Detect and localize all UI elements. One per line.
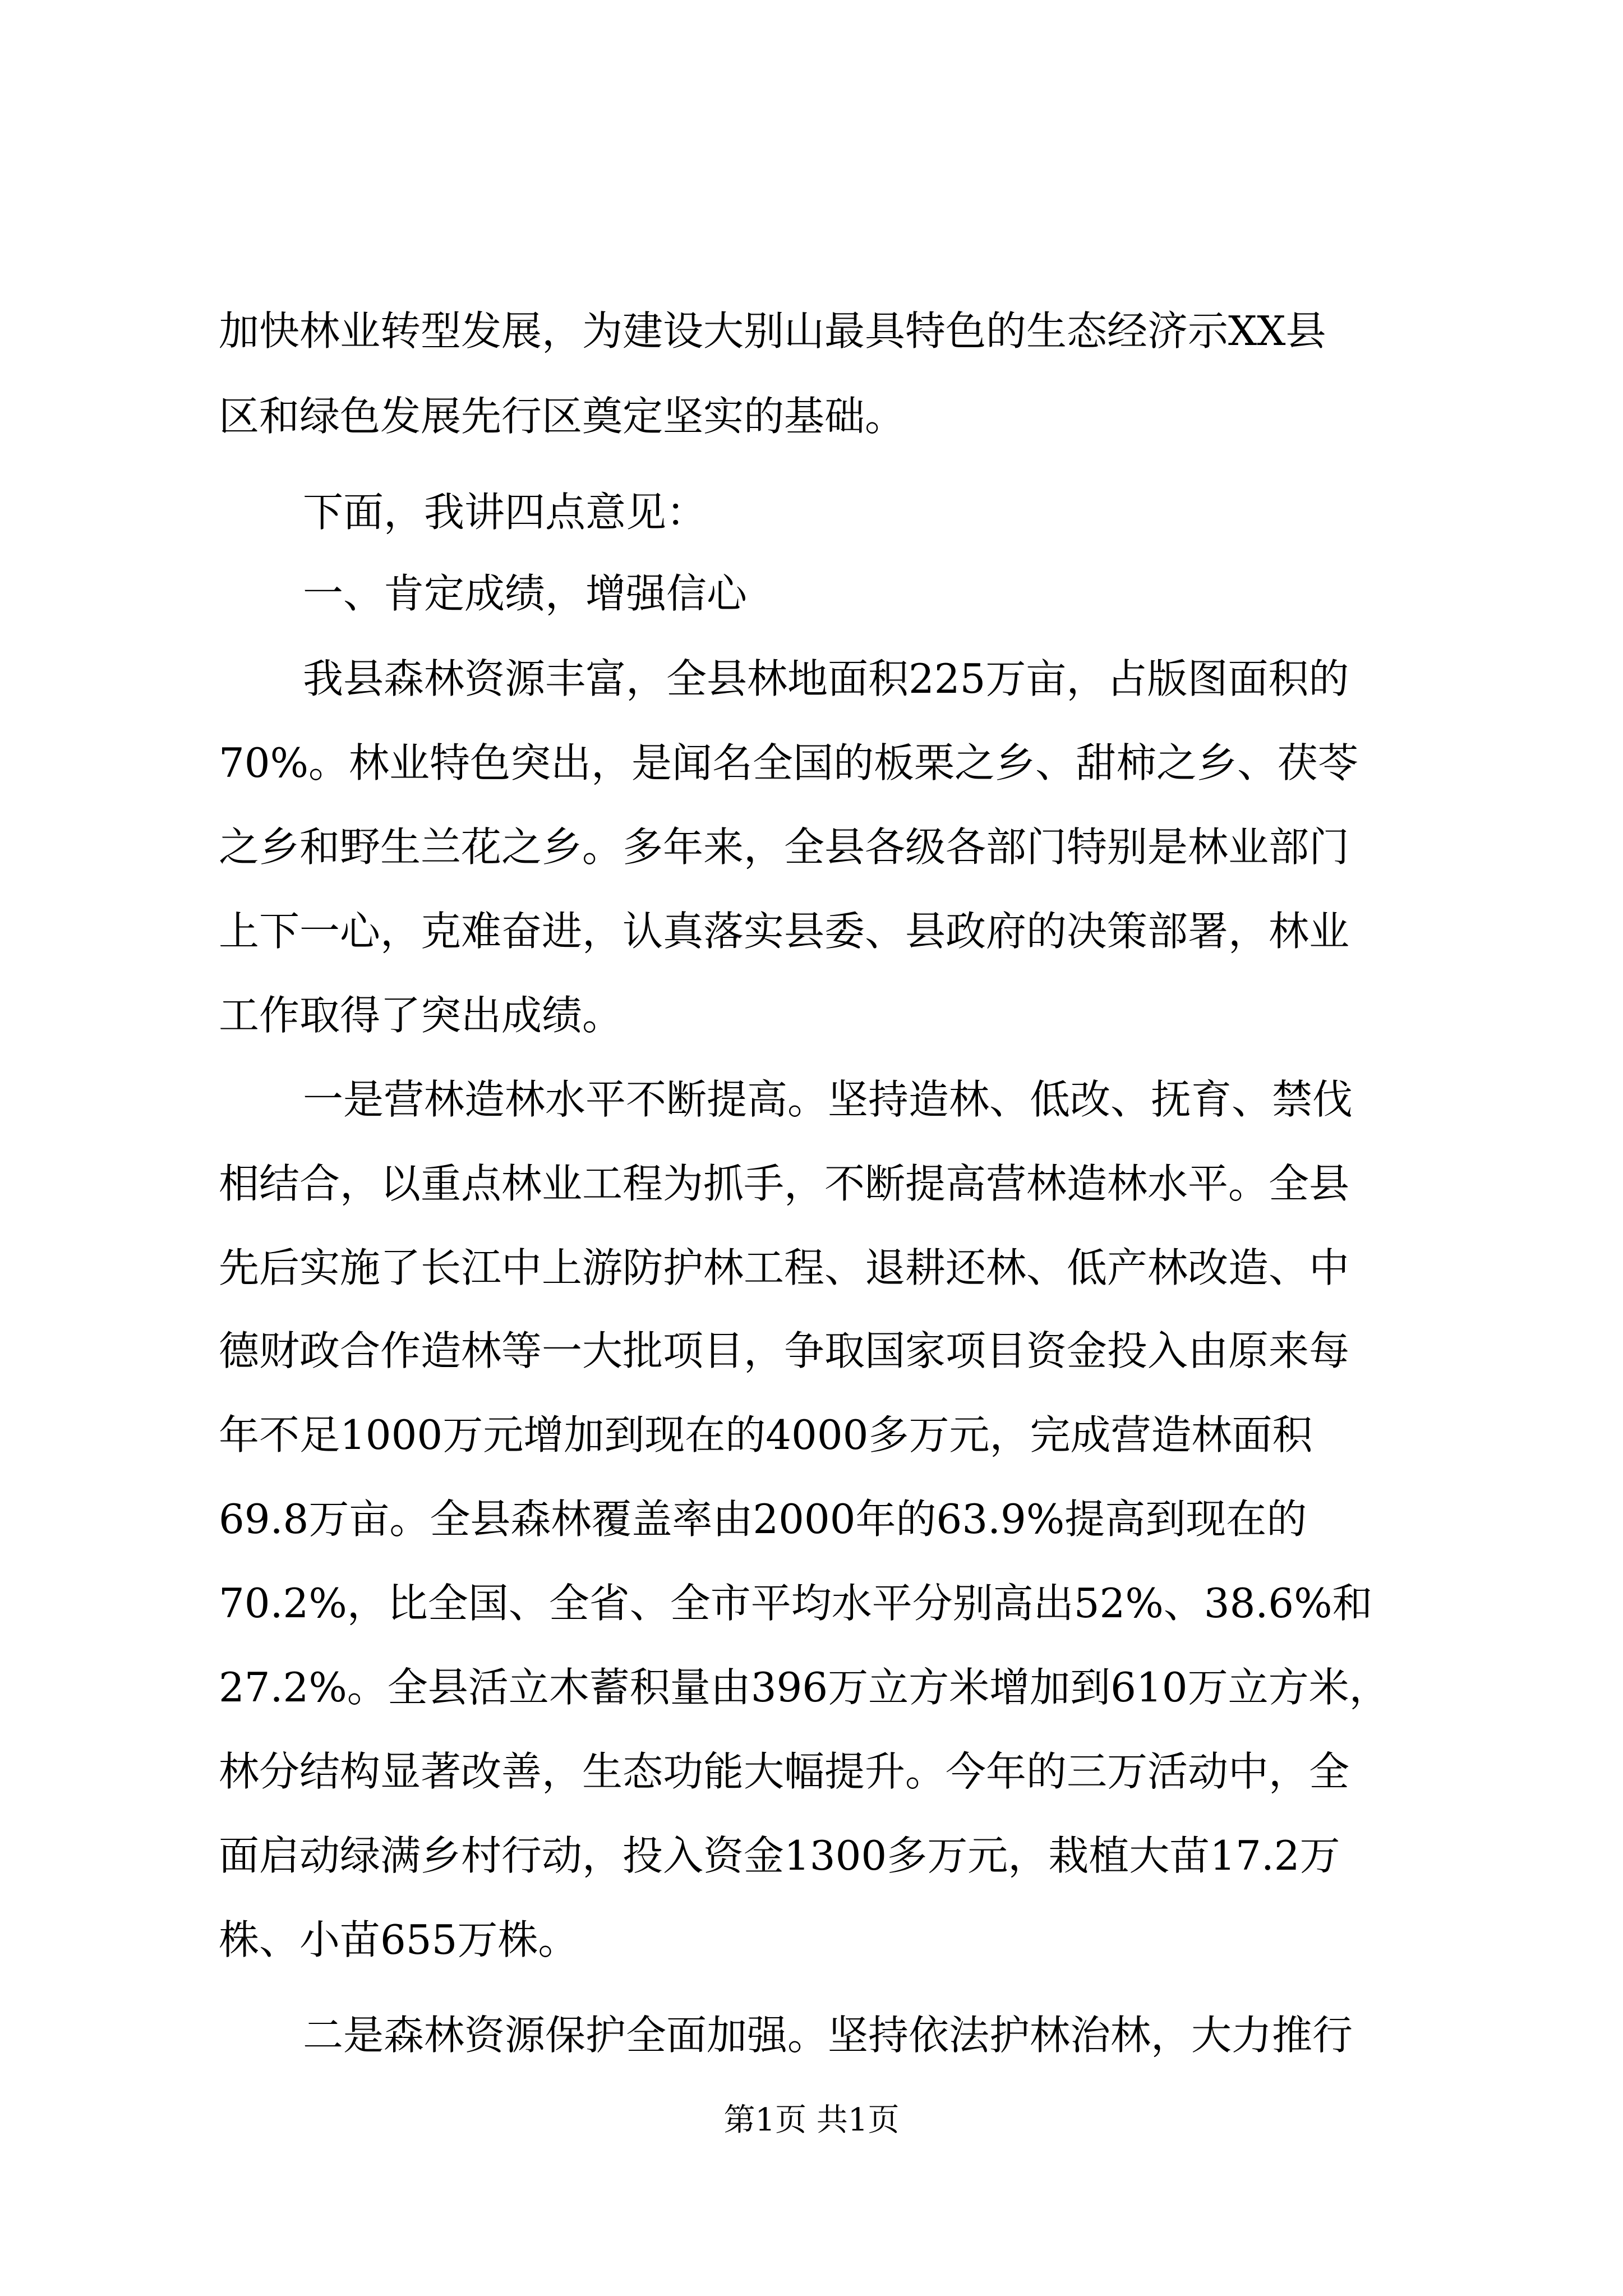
text-line: 株、小苗655万株。 bbox=[219, 1916, 579, 1963]
page-footer: 第1页 共1页 bbox=[723, 2102, 900, 2138]
text-line: 一是营林造林水平不断提高。坚持造林、低改、抚育、禁伐 bbox=[303, 1076, 1353, 1123]
text-line: 69.8万亩。全县森林覆盖率由2000年的63.9%提高到现在的 bbox=[219, 1496, 1307, 1543]
text-line: 上下一心，克难奋进，认真落实县委、县政府的决策部署，林业 bbox=[219, 908, 1350, 955]
text-line: 先后实施了长江中上游防护林工程、退耕还林、低产林改造、中 bbox=[219, 1244, 1350, 1291]
text-line: 面启动绿满乡村行动，投入资金1300多万元，栽植大苗17.2万 bbox=[219, 1832, 1340, 1879]
text-line: 二是森林资源保护全面加强。坚持依法护林治林，大力推行 bbox=[303, 2012, 1353, 2059]
text-line: 年不足1000万元增加到现在的4000多万元，完成营造林面积 bbox=[219, 1411, 1313, 1458]
text-line: 德财政合作造林等一大批项目，争取国家项目资金投入由原来每 bbox=[219, 1327, 1350, 1374]
text-line: 林分结构显著改善，生态功能大幅提升。今年的三万活动中，全 bbox=[219, 1748, 1350, 1795]
text-line: 区和绿色发展先行区奠定坚实的基础。 bbox=[219, 393, 906, 440]
text-line: 70.2%，比全国、全省、全市平均水平分别高出52%、38.6%和 bbox=[219, 1580, 1373, 1627]
text-line: 下面，我讲四点意见： bbox=[303, 489, 707, 536]
text-line: 27.2%。全县活立木蓄积量由396万立方米增加到610万立方米， bbox=[219, 1664, 1390, 1711]
text-line: 70%。林业特色突出，是闻名全国的板栗之乡、甜柿之乡、茯苓 bbox=[219, 739, 1359, 786]
text-line: 相结合，以重点林业工程为抓手，不断提高营林造林水平。全县 bbox=[219, 1160, 1350, 1207]
text-line: 工作取得了突出成绩。 bbox=[219, 992, 623, 1039]
section-heading: 一、肯定成绩，增强信心 bbox=[303, 570, 748, 617]
text-line: 加快林业转型发展，为建设大别山最具特色的生态经济示XX县 bbox=[219, 307, 1326, 355]
text-line: 我县森林资源丰富，全县林地面积225万亩，占版图面积的 bbox=[303, 655, 1349, 702]
text-line: 之乡和野生兰花之乡。多年来，全县各级各部门特别是林业部门 bbox=[219, 823, 1350, 871]
